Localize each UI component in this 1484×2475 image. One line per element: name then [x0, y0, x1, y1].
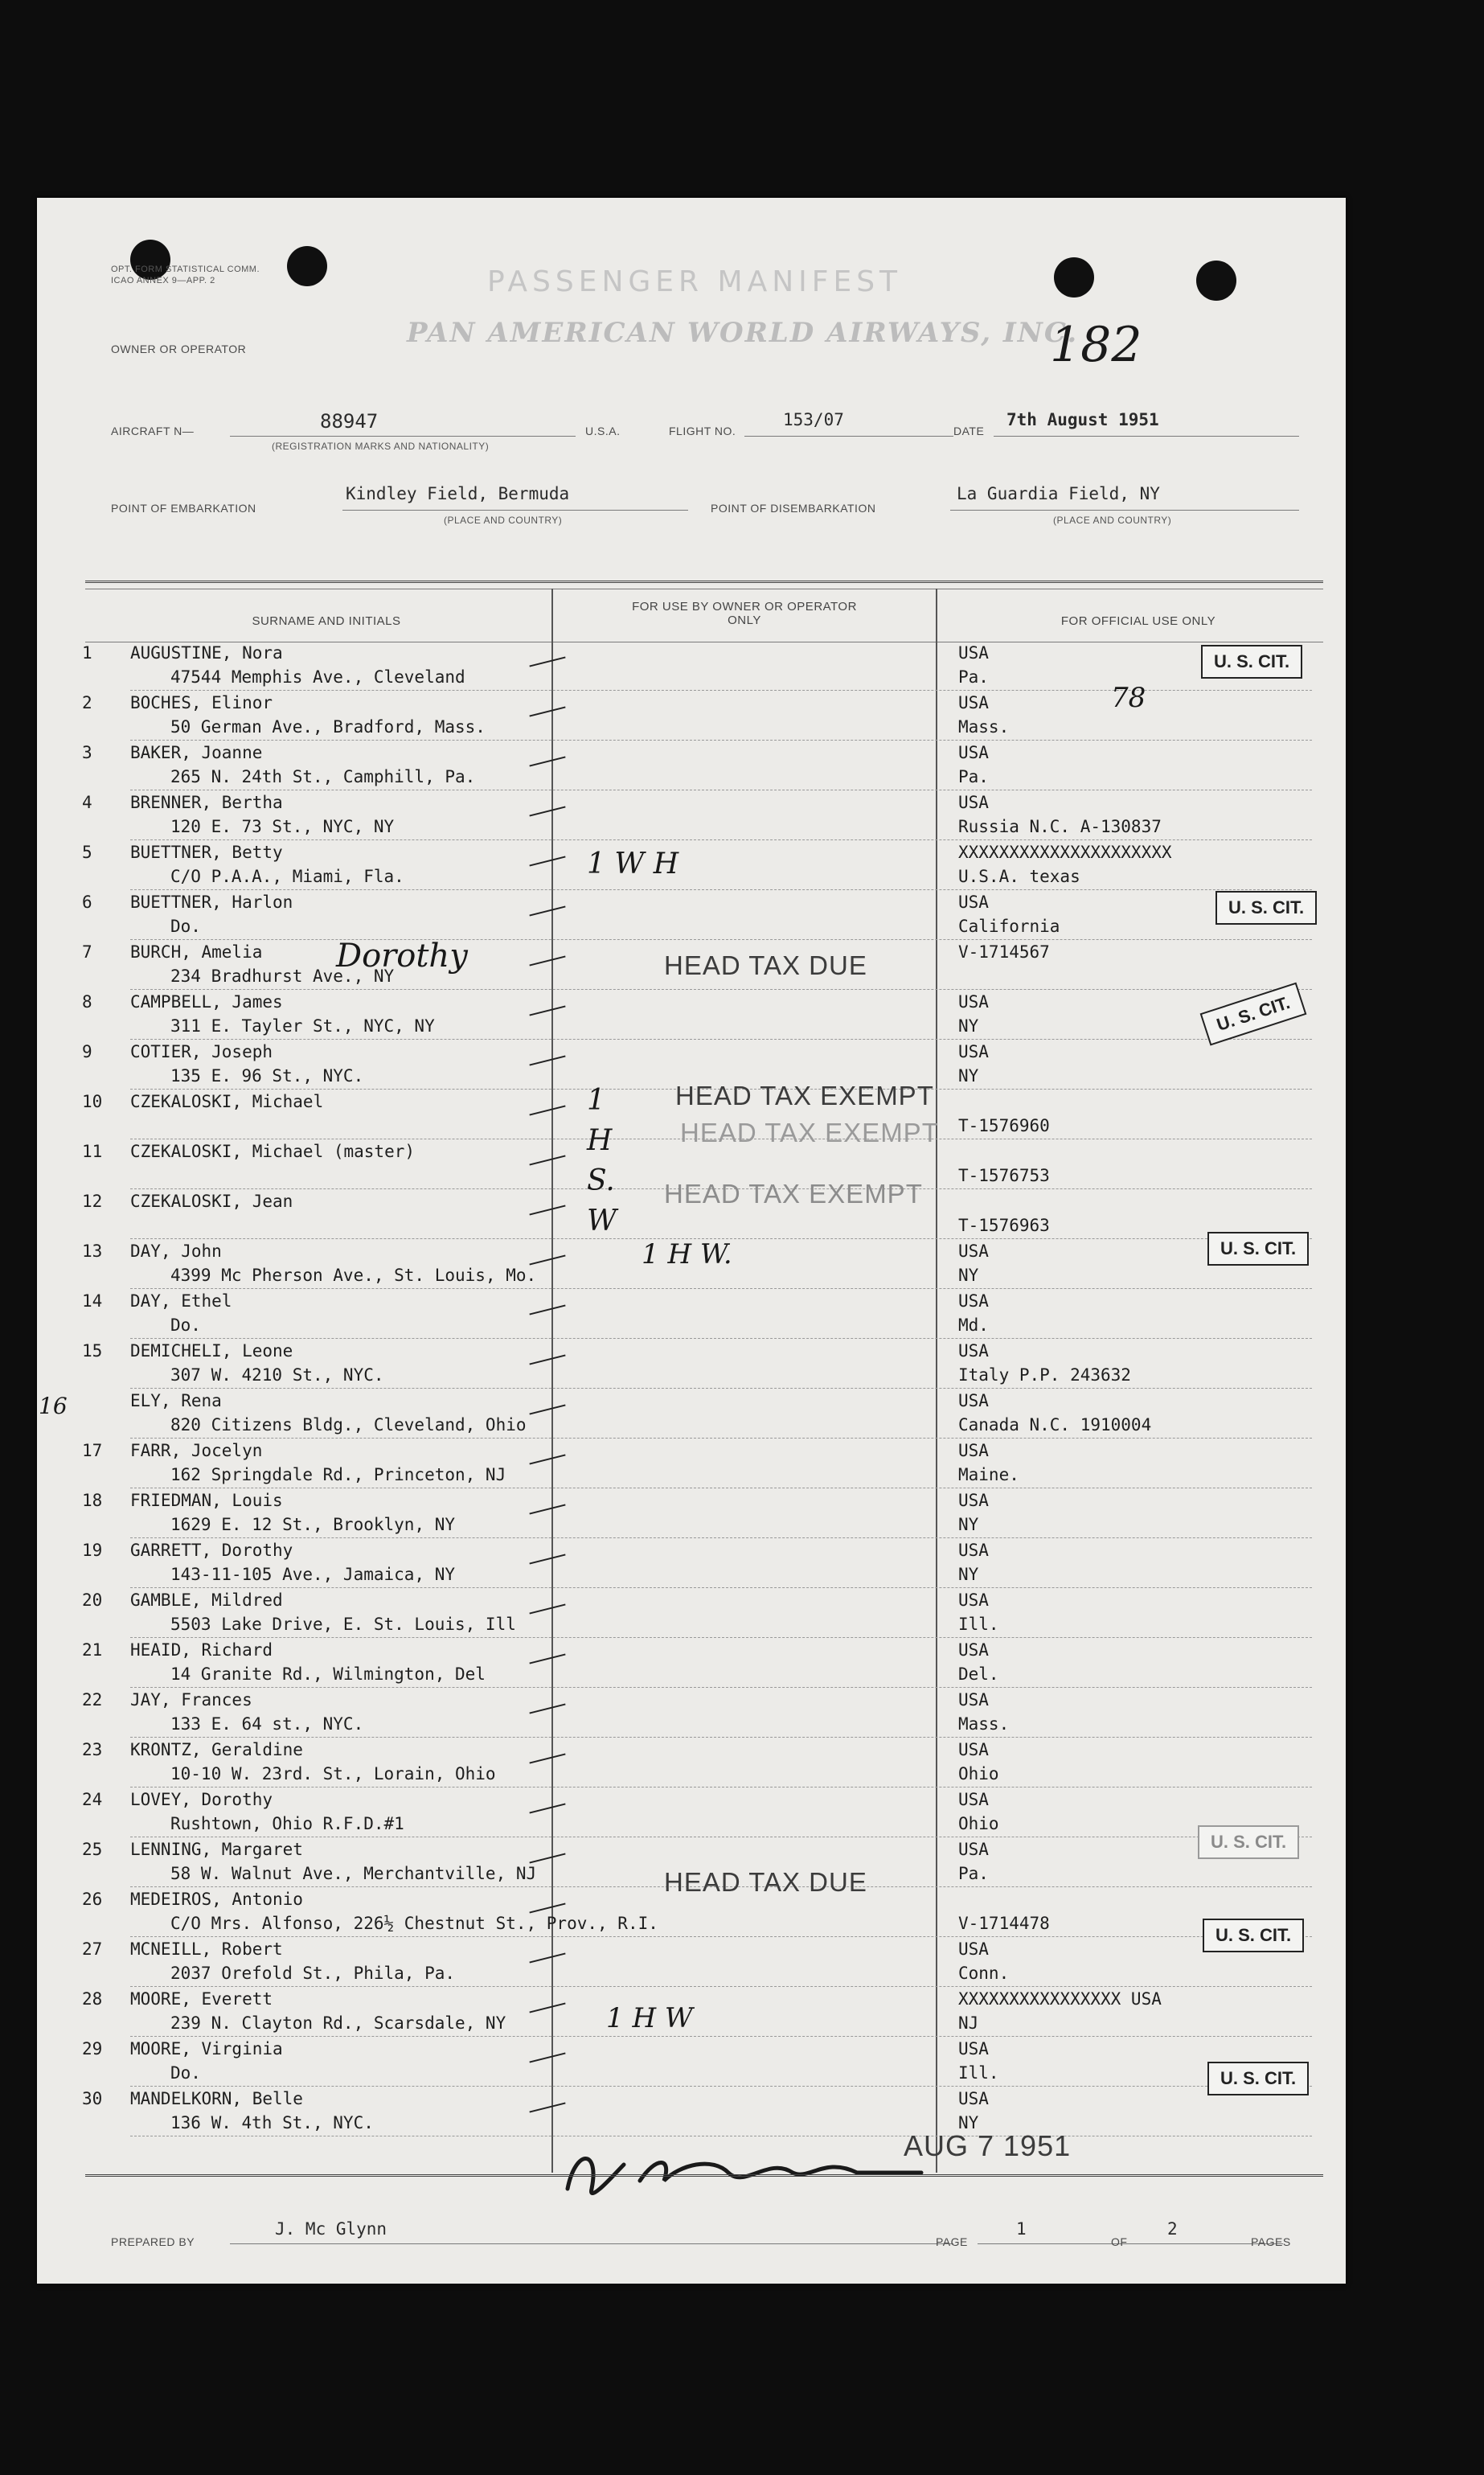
official-document: U.S.A. texas	[958, 867, 1080, 886]
passenger-number: 22	[82, 1690, 103, 1710]
passenger-address: C/O P.A.A., Miami, Fla.	[170, 867, 404, 886]
passenger-name: BAKER, Joanne	[130, 743, 263, 762]
passenger-address: 234 Bradhurst Ave., NY	[170, 967, 395, 986]
table-row	[37, 843, 1346, 893]
passenger-number: 11	[82, 1142, 103, 1161]
aircraft-sublabel: (REGISTRATION MARKS AND NATIONALITY)	[272, 441, 490, 452]
passenger-number: 8	[82, 992, 92, 1012]
official-nationality: USA	[958, 2089, 989, 2108]
check-mark	[529, 756, 565, 766]
passenger-address: Do.	[170, 1315, 201, 1335]
page-label: PAGE	[936, 2235, 968, 2248]
table-row	[37, 1690, 1346, 1740]
row-rule	[130, 1936, 1312, 1937]
table-row	[37, 1341, 1346, 1391]
row-rule	[130, 939, 1312, 940]
table-row	[37, 743, 1346, 793]
passenger-address: 2037 Orefold St., Phila, Pa.	[170, 1964, 456, 1983]
check-mark	[529, 2052, 565, 2062]
prepared-line	[230, 2243, 953, 2244]
check-mark	[529, 955, 565, 966]
footer-rule	[85, 2174, 1323, 2177]
row-rule	[130, 1787, 1312, 1788]
official-document: Italy P.P. 243632	[958, 1365, 1131, 1385]
row-rule	[130, 1338, 1312, 1339]
official-nationality: USA	[958, 1640, 989, 1660]
row-rule	[130, 1587, 1312, 1588]
passenger-address: 50 German Ave., Bradford, Mass.	[170, 717, 486, 737]
passenger-number: 30	[82, 2089, 103, 2108]
passenger-name: JAY, Frances	[130, 1690, 252, 1710]
check-mark	[529, 1803, 565, 1813]
check-mark	[529, 706, 565, 716]
handwritten-number: 78	[1111, 682, 1146, 714]
inspector-signature	[551, 2124, 953, 2213]
passenger-name: MOORE, Everett	[130, 1989, 273, 2009]
passenger-address: 265 N. 24th St., Camphill, Pa.	[170, 767, 476, 786]
aircraft-label: AIRCRAFT N—	[111, 425, 195, 437]
manifest-page	[37, 198, 1346, 2284]
row-rule	[130, 1687, 1312, 1688]
passenger-address: Do.	[170, 917, 201, 936]
official-document: Mass.	[958, 1714, 1010, 1734]
official-document: Ill.	[958, 2063, 999, 2083]
passenger-number: 1	[82, 643, 92, 663]
official-nationality: V-1714567	[958, 942, 1050, 962]
row-rule	[130, 1986, 1312, 1987]
owner-label: OWNER OR OPERATOR	[111, 343, 247, 355]
page-value: 1	[1016, 2219, 1027, 2239]
official-nationality: USA	[958, 1042, 989, 1061]
passenger-name: HEAID, Richard	[130, 1640, 273, 1660]
disembarkation-line	[950, 510, 1299, 511]
airline-name: PAN AMERICAN WORLD AIRWAYS, INC.	[407, 317, 1079, 349]
official-nationality: USA	[958, 1242, 989, 1261]
passenger-address: 47544 Memphis Ave., Cleveland	[170, 667, 465, 687]
table-top-rule	[85, 581, 1323, 583]
head-tax-exempt-stamp: HEAD TAX EXEMPT	[680, 1118, 939, 1147]
form-code: OPT. FORM STATISTICAL COMM. ICAO ANNEX 9—APP. 2	[111, 265, 260, 285]
passenger-address: 307 W. 4210 St., NYC.	[170, 1365, 384, 1385]
official-document: Conn.	[958, 1964, 1010, 1983]
official-document: Maine.	[958, 1465, 1019, 1484]
table-row	[37, 1640, 1346, 1690]
passenger-name: LOVEY, Dorothy	[130, 1790, 273, 1809]
check-mark	[529, 2002, 565, 2013]
handwritten-page-number: 182	[1050, 317, 1142, 373]
head-tax-due-stamp: HEAD TAX DUE	[664, 950, 867, 980]
passenger-name: COTIER, Joseph	[130, 1042, 273, 1061]
check-mark	[529, 1404, 565, 1414]
official-document: NY	[958, 1515, 979, 1534]
passenger-address: 162 Springdale Rd., Princeton, NJ	[170, 1465, 506, 1484]
flight-label: FLIGHT NO.	[669, 425, 736, 437]
check-mark	[529, 1205, 565, 1215]
head-tax-exempt-stamp: HEAD TAX EXEMPT	[664, 1179, 923, 1209]
passenger-number: 25	[82, 1840, 103, 1859]
passenger-name: ELY, Rena	[130, 1391, 222, 1410]
row-rule	[130, 740, 1312, 741]
table-row	[37, 1441, 1346, 1491]
passenger-name: BURCH, Amelia	[130, 942, 263, 962]
official-document: Pa.	[958, 667, 989, 687]
disembarkation-label: POINT OF DISEMBARKATION	[711, 502, 876, 515]
punch-hole	[1196, 261, 1236, 301]
us-cit-stamp: U. S. CIT.	[1201, 645, 1302, 679]
passenger-address: 4399 Mc Pherson Ave., St. Louis, Mo.	[170, 1266, 537, 1285]
check-mark	[529, 1454, 565, 1464]
pages-label: PAGES	[1251, 2235, 1291, 2248]
passenger-number: 19	[82, 1541, 103, 1560]
passenger-number: 12	[82, 1192, 103, 1211]
official-nationality: USA	[958, 1541, 989, 1560]
check-mark	[529, 1055, 565, 1065]
us-cit-stamp: U. S. CIT.	[1203, 1919, 1304, 1952]
official-nationality: USA	[958, 1740, 989, 1759]
row-rule	[130, 2086, 1312, 2087]
check-mark	[529, 1902, 565, 1913]
official-nationality: USA	[958, 643, 989, 663]
official-document: NY	[958, 1565, 979, 1584]
table-row	[37, 1541, 1346, 1590]
passenger-number: 26	[82, 1890, 103, 1909]
head-tax-due-stamp: HEAD TAX DUE	[664, 1867, 867, 1897]
passenger-name: GARRETT, Dorothy	[130, 1541, 293, 1560]
passenger-address: 1629 E. 12 St., Brooklyn, NY	[170, 1515, 456, 1534]
passenger-number: 14	[82, 1291, 103, 1311]
passenger-name: MOORE, Virginia	[130, 2039, 283, 2058]
embarkation-label: POINT OF EMBARKATION	[111, 502, 256, 515]
official-nationality: USA	[958, 2039, 989, 2058]
official-document: NJ	[958, 2013, 979, 2033]
official-document: Pa.	[958, 767, 989, 786]
row-rule	[130, 1438, 1312, 1439]
table-row	[37, 793, 1346, 843]
check-mark	[529, 1304, 565, 1315]
official-document: NY	[958, 2113, 979, 2132]
table-row	[37, 992, 1346, 1042]
table-row	[37, 1790, 1346, 1840]
passenger-number: 23	[82, 1740, 103, 1759]
official-nationality: USA	[958, 992, 989, 1012]
passenger-name: GAMBLE, Mildred	[130, 1590, 283, 1610]
official-document: Russia N.C. A-130837	[958, 817, 1162, 836]
check-mark	[529, 1005, 565, 1016]
passenger-name: CZEKALOSKI, Jean	[130, 1192, 293, 1211]
check-mark	[529, 1254, 565, 1265]
column-header-official: FOR OFFICIAL USE ONLY	[1060, 614, 1216, 628]
official-nationality: XXXXXXXXXXXXXXXXXXXXX	[958, 843, 1172, 862]
passenger-name: BUETTNER, Betty	[130, 843, 283, 862]
table-row	[37, 1740, 1346, 1790]
passenger-name: BUETTNER, Harlon	[130, 893, 293, 912]
passenger-name: CZEKALOSKI, Michael	[130, 1092, 324, 1111]
official-nationality: USA	[958, 1939, 989, 1959]
column-header-surname: SURNAME AND INITIALS	[252, 614, 401, 628]
official-nationality: XXXXXXXXXXXXXXXX USA	[958, 1989, 1162, 2009]
table-row	[37, 1590, 1346, 1640]
passenger-address: 5503 Lake Drive, E. St. Louis, Ill	[170, 1615, 516, 1634]
embarkation-sublabel: (PLACE AND COUNTRY)	[444, 515, 563, 526]
table-row	[37, 1939, 1346, 1989]
row-rule	[130, 1637, 1312, 1638]
official-nationality: USA	[958, 1441, 989, 1460]
of-label: OF	[1111, 2235, 1128, 2248]
official-document: NY	[958, 1066, 979, 1086]
passenger-number: 2	[82, 693, 92, 712]
embarkation-line	[342, 510, 688, 511]
check-mark	[529, 656, 565, 667]
passenger-number: 17	[82, 1441, 103, 1460]
handwritten-mark: 1 W H	[587, 848, 679, 880]
official-document: V-1714478	[958, 1914, 1050, 1933]
handwritten-mark: 1 H W.	[642, 1238, 732, 1270]
official-document: Ohio	[958, 1764, 999, 1783]
passenger-number: 29	[82, 2039, 103, 2058]
passenger-address: Do.	[170, 2063, 201, 2083]
passenger-number: 3	[82, 743, 92, 762]
passenger-address: 239 N. Clayton Rd., Scarsdale, NY	[170, 2013, 506, 2033]
official-nationality: USA	[958, 693, 989, 712]
official-nationality: USA	[958, 793, 989, 812]
us-cit-stamp: U. S. CIT.	[1215, 891, 1317, 925]
passenger-address: 820 Citizens Bldg., Cleveland, Ohio	[170, 1415, 527, 1435]
check-mark	[529, 1653, 565, 1664]
row-rule	[130, 1537, 1312, 1538]
check-mark	[529, 856, 565, 866]
official-nationality: USA	[958, 1341, 989, 1361]
official-document: Mass.	[958, 717, 1010, 737]
passenger-name: MCNEILL, Robert	[130, 1939, 283, 1959]
passenger-name: CZEKALOSKI, Michael (master)	[130, 1142, 416, 1161]
passenger-address: 14 Granite Rd., Wilmington, Del	[170, 1664, 486, 1684]
check-mark	[529, 1703, 565, 1714]
check-mark	[529, 905, 565, 916]
passenger-address: 311 E. Tayler St., NYC, NY	[170, 1016, 435, 1036]
row-rule	[130, 989, 1312, 990]
passenger-address: Rushtown, Ohio R.F.D.#1	[170, 1814, 404, 1833]
official-document: Canada N.C. 1910004	[958, 1415, 1152, 1435]
official-document: Md.	[958, 1315, 989, 1335]
passenger-number: 7	[82, 942, 92, 962]
table-row	[37, 893, 1346, 942]
passenger-name: CAMPBELL, James	[130, 992, 283, 1012]
official-document: T-1576960	[958, 1116, 1050, 1135]
passenger-address: 120 E. 73 St., NYC, NY	[170, 817, 395, 836]
official-document: Pa.	[958, 1864, 989, 1883]
official-nationality: USA	[958, 1590, 989, 1610]
row-rule	[130, 2036, 1312, 2037]
official-nationality: USA	[958, 1790, 989, 1809]
us-cit-stamp: U. S. CIT.	[1200, 983, 1307, 1046]
official-document: NY	[958, 1266, 979, 1285]
passenger-address: 10-10 W. 23rd. St., Lorain, Ohio	[170, 1764, 496, 1783]
passenger-name: BRENNER, Bertha	[130, 793, 283, 812]
punch-hole	[1054, 257, 1094, 298]
passenger-number: 28	[82, 1989, 103, 2009]
passenger-name: LENNING, Margaret	[130, 1840, 303, 1859]
row-rule	[130, 1388, 1312, 1389]
table-row	[37, 693, 1346, 743]
date-line	[994, 436, 1299, 437]
check-mark	[529, 1105, 565, 1115]
flight-line	[744, 436, 953, 437]
passenger-number: 4	[82, 793, 92, 812]
date-label: DATE	[953, 425, 985, 437]
us-cit-stamp: U. S. CIT.	[1198, 1825, 1299, 1859]
official-document: Ill.	[958, 1615, 999, 1634]
table-row	[37, 2039, 1346, 2089]
check-mark	[529, 1155, 565, 1165]
table-row	[37, 1391, 1346, 1441]
table-row	[37, 643, 1346, 693]
punch-hole	[287, 246, 327, 286]
prepared-value: J. Mc Glynn	[275, 2219, 387, 2239]
row-rule	[130, 1737, 1312, 1738]
official-document: Ohio	[958, 1814, 999, 1833]
passenger-number: 20	[82, 1590, 103, 1610]
passenger-number: 21	[82, 1640, 103, 1660]
official-document: T-1576753	[958, 1166, 1050, 1185]
flight-value: 153/07	[783, 410, 844, 429]
official-document: California	[958, 917, 1060, 936]
official-nationality: USA	[958, 1491, 989, 1510]
official-document: Del.	[958, 1664, 999, 1684]
of-value: 2	[1167, 2219, 1178, 2239]
aircraft-line	[230, 436, 576, 437]
row-rule	[130, 1039, 1312, 1040]
passenger-number: 5	[82, 843, 92, 862]
passenger-address: 135 E. 96 St., NYC.	[170, 1066, 364, 1086]
passenger-name: DAY, John	[130, 1242, 222, 1261]
row-rule	[130, 839, 1312, 840]
us-cit-stamp: U. S. CIT.	[1207, 2062, 1309, 2095]
check-mark	[529, 1554, 565, 1564]
passenger-address: C/O Mrs. Alfonso, 226½ Chestnut St., Prov., R.I.	[170, 1914, 658, 1933]
official-nationality: USA	[958, 1291, 989, 1311]
passenger-name: DAY, Ethel	[130, 1291, 232, 1311]
handwritten-mark: 1 H W	[606, 2002, 693, 2034]
handwritten-mark: 1 H S. W	[587, 1084, 617, 1238]
passenger-number: 10	[82, 1092, 103, 1111]
official-nationality: USA	[958, 1840, 989, 1859]
passenger-name: FRIEDMAN, Louis	[130, 1491, 283, 1510]
check-mark	[529, 1952, 565, 1963]
check-mark	[529, 1853, 565, 1863]
aircraft-value: 88947	[320, 410, 379, 433]
passenger-address: 143-11-105 Ave., Jamaica, NY	[170, 1565, 456, 1584]
passenger-number: 6	[82, 893, 92, 912]
us-cit-stamp: U. S. CIT.	[1207, 1232, 1309, 1266]
table-row	[37, 1291, 1346, 1341]
handwritten-row-number: 16	[39, 1393, 68, 1419]
passenger-name: FARR, Jocelyn	[130, 1441, 263, 1460]
embarkation-value: Kindley Field, Bermuda	[346, 484, 570, 503]
passenger-number: 9	[82, 1042, 92, 1061]
check-mark	[529, 1603, 565, 1614]
passenger-number: 24	[82, 1790, 103, 1809]
passenger-number: 15	[82, 1341, 103, 1361]
official-nationality: USA	[958, 1391, 989, 1410]
check-mark	[529, 1354, 565, 1365]
passenger-name: KRONTZ, Geraldine	[130, 1740, 303, 1759]
passenger-name: DEMICHELI, Leone	[130, 1341, 293, 1361]
official-nationality: USA	[958, 893, 989, 912]
manifest-title: PASSENGER MANIFEST	[487, 265, 903, 298]
check-mark	[529, 806, 565, 816]
table-row	[37, 1491, 1346, 1541]
passenger-number: 13	[82, 1242, 103, 1261]
country-label: U.S.A.	[585, 425, 621, 437]
passenger-address: 58 W. Walnut Ave., Merchantville, NJ	[170, 1864, 537, 1883]
head-tax-exempt-stamp: HEAD TAX EXEMPT	[675, 1081, 934, 1110]
official-nationality: USA	[958, 743, 989, 762]
passenger-address: 133 E. 64 st., NYC.	[170, 1714, 364, 1734]
row-rule	[130, 1288, 1312, 1289]
passenger-name: BOCHES, Elinor	[130, 693, 273, 712]
row-rule	[130, 889, 1312, 890]
disembarkation-value: La Guardia Field, NY	[957, 484, 1160, 503]
official-nationality: USA	[958, 1690, 989, 1710]
passenger-number: 18	[82, 1491, 103, 1510]
check-mark	[529, 2102, 565, 2112]
official-document: NY	[958, 1016, 979, 1036]
check-mark	[529, 1504, 565, 1514]
passenger-address: 136 W. 4th St., NYC.	[170, 2113, 374, 2132]
passenger-name: MANDELKORN, Belle	[130, 2089, 303, 2108]
passenger-name: MEDEIROS, Antonio	[130, 1890, 303, 1909]
date-stamp: AUG 7 1951	[904, 2129, 1072, 2162]
check-mark	[529, 1753, 565, 1763]
official-document: T-1576963	[958, 1216, 1050, 1235]
passenger-number: 27	[82, 1939, 103, 1959]
column-header-owner: FOR USE BY OWNER OR OPERATOR ONLY	[632, 600, 857, 627]
disembarkation-sublabel: (PLACE AND COUNTRY)	[1053, 515, 1172, 526]
handwritten-correction: Dorothy	[336, 938, 468, 975]
date-value: 7th August 1951	[1006, 410, 1159, 429]
passenger-name: AUGUSTINE, Nora	[130, 643, 283, 663]
prepared-label: PREPARED BY	[111, 2235, 195, 2248]
